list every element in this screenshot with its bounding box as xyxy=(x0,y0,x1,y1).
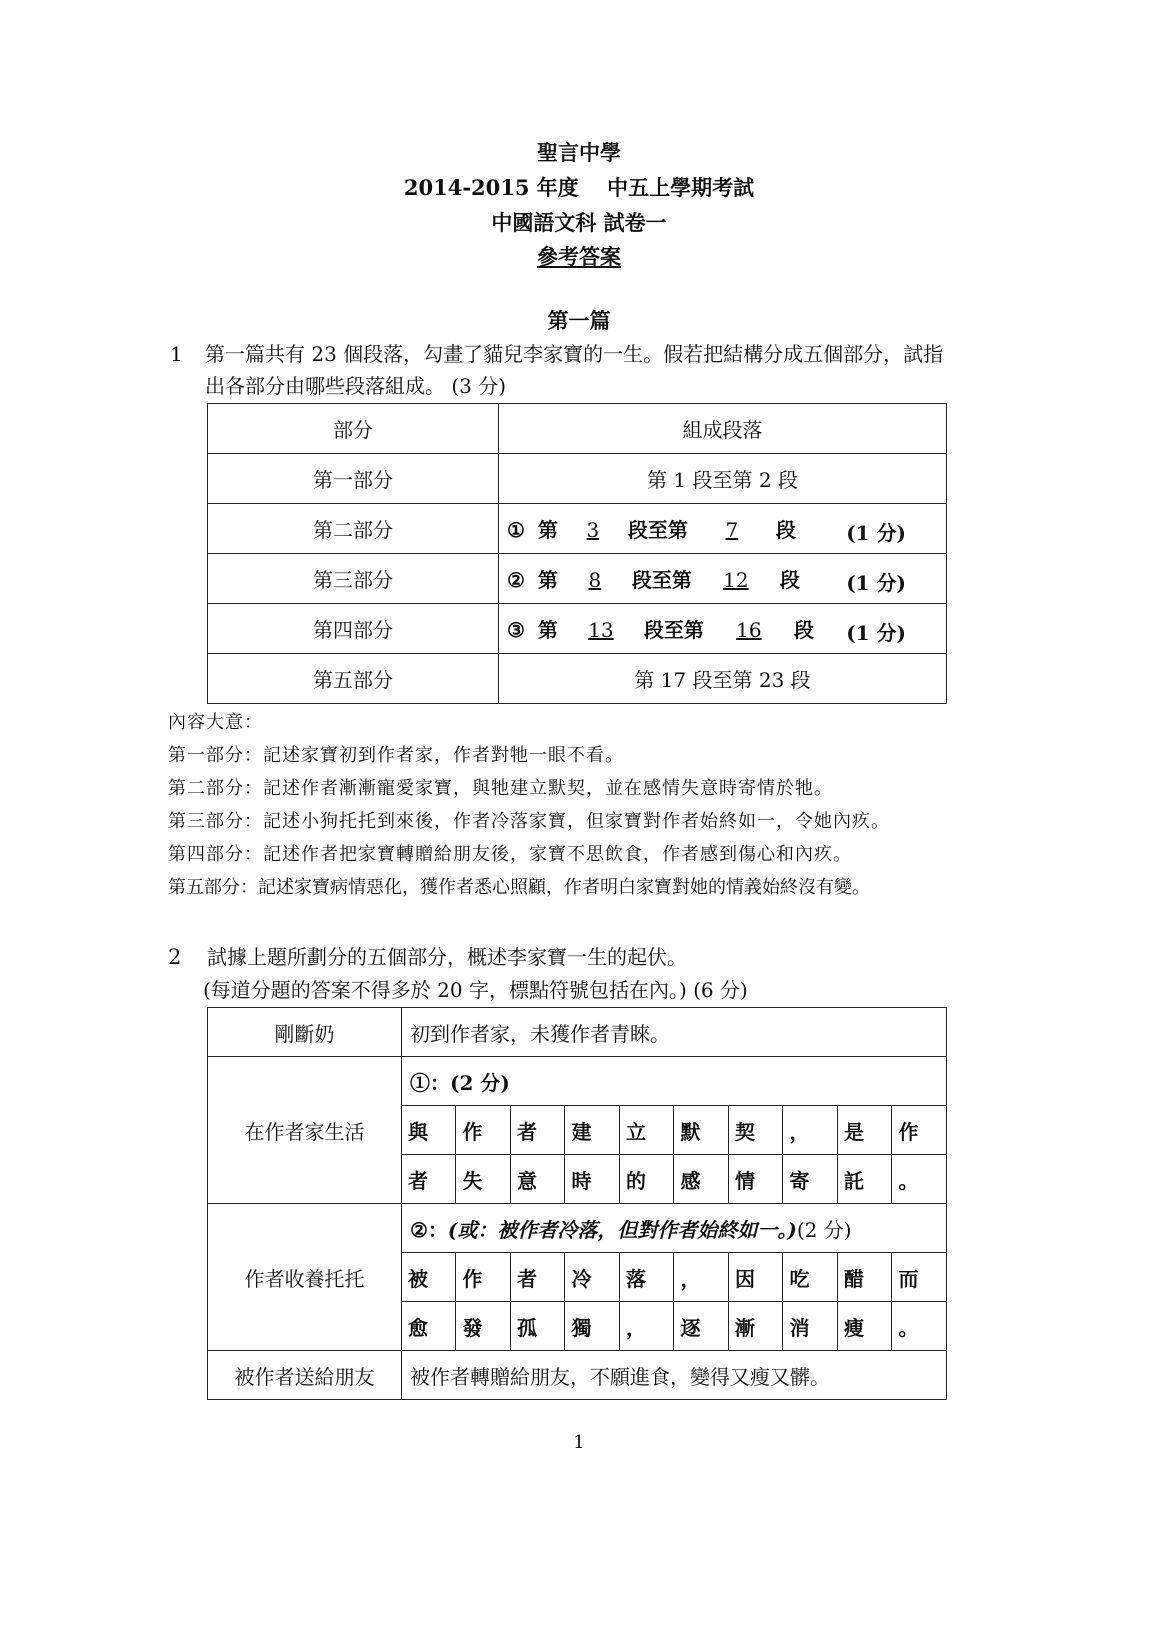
q1-row-answer: 第 1 段至第 2 段 xyxy=(499,454,947,504)
doc-type xyxy=(0,241,1158,271)
gist-block xyxy=(168,706,890,904)
grid-cell: 與 xyxy=(401,1106,456,1155)
answer-prefix: 第 xyxy=(537,568,558,592)
section-title: 第一篇 xyxy=(547,308,611,333)
q2-table xyxy=(207,1007,947,1400)
grid-cell: 因 xyxy=(728,1253,783,1302)
gist-line: 第二部分：記述作者漸漸寵愛家寶，與牠建立默契，並在感情失意時寄情於牠。 xyxy=(168,778,833,799)
page-number: 1 xyxy=(573,1432,585,1453)
q1-row-part: 第五部分 xyxy=(208,654,499,704)
answer-prefix: 第 xyxy=(537,618,558,642)
q2-text-line2: (每道分題的答案不得多於 20 字，標點符號包括在內。) (6 分) xyxy=(203,978,748,1002)
grid-cell: 情 xyxy=(728,1155,783,1204)
grid-cell: 者 xyxy=(510,1253,565,1302)
answer-to: 16 xyxy=(736,618,762,642)
subject: 中國語文科 試卷一 xyxy=(491,210,667,235)
q1-row-answer xyxy=(499,554,947,604)
school-name: 聖言中學 xyxy=(537,140,621,165)
answer-prefix: 第 xyxy=(537,518,558,542)
grid-cell: 愈 xyxy=(401,1302,456,1351)
grid-cell: 吃 xyxy=(783,1253,838,1302)
gist-line: 第五部分：記述家寶病情惡化，獲作者悉心照顧，作者明白家寶對她的情義始終沒有變。 xyxy=(168,877,870,898)
grid-cell: 託 xyxy=(837,1155,892,1204)
grid-cell: 意 xyxy=(510,1155,565,1204)
q2-row-answer: 被作者轉贈給朋友，不願進食，變得又瘦又髒。 xyxy=(401,1351,946,1400)
grid-cell: 作 xyxy=(456,1106,511,1155)
q2-subheading xyxy=(401,1057,946,1106)
q1-row-part: 第三部分 xyxy=(208,554,499,604)
gist-title: 內容大意： xyxy=(168,712,263,733)
q2-number: 2 xyxy=(168,945,182,969)
q2-row-label: 作者收養托托 xyxy=(208,1204,402,1351)
answer-from: 8 xyxy=(588,568,602,592)
answer-from: 13 xyxy=(588,618,614,642)
q1-row xyxy=(208,504,947,554)
q2-row xyxy=(208,1008,947,1057)
q1-row xyxy=(208,454,947,504)
q2-row xyxy=(208,1351,947,1400)
q2-row xyxy=(208,1204,947,1253)
grid-cell: 消 xyxy=(783,1302,838,1351)
grid-cell: 。 xyxy=(892,1302,947,1351)
grid-cell: 感 xyxy=(674,1155,729,1204)
grid-cell: 瘦 xyxy=(837,1302,892,1351)
grid-cell: 冷 xyxy=(565,1253,620,1302)
q2-row-answer: 初到作者家，未獲作者青睞。 xyxy=(401,1008,946,1057)
answer-mid: 段至第 xyxy=(627,518,688,542)
year-exam: 2014-2015 年度 中五上學期考試 xyxy=(403,175,755,200)
q1-row-answer: 第 17 段至第 23 段 xyxy=(499,654,947,704)
q1-row xyxy=(208,604,947,654)
grid-cell: 漸 xyxy=(728,1302,783,1351)
q1-row-part: 第二部分 xyxy=(208,504,499,554)
grid-cell: 者 xyxy=(510,1106,565,1155)
grid-cell: 。 xyxy=(892,1155,947,1204)
circled-1-icon: ① xyxy=(507,518,525,542)
grid-cell: ， xyxy=(674,1253,729,1302)
grid-cell: 獨 xyxy=(565,1302,620,1351)
grid-cell: 立 xyxy=(619,1106,674,1155)
grid-cell: 時 xyxy=(565,1155,620,1204)
q2-text-line1: 試據上題所劃分的五個部分，概述李家寶一生的起伏。 xyxy=(207,945,687,969)
q1-row-answer xyxy=(499,604,947,654)
q2-row-label: 被作者送給朋友 xyxy=(208,1351,402,1400)
points: (2 分) xyxy=(796,1217,852,1242)
grid-cell: 默 xyxy=(674,1106,729,1155)
q1-table xyxy=(207,403,947,704)
grid-cell: 的 xyxy=(619,1155,674,1204)
grid-cell: 逐 xyxy=(674,1302,729,1351)
q1-number: 1 xyxy=(170,342,183,366)
answer-mid: 段至第 xyxy=(631,568,692,592)
circled-2-icon: ② xyxy=(507,568,525,592)
alt-answer: (或：被作者冷落，但對作者始終如一。) xyxy=(447,1217,797,1242)
q1-table-header xyxy=(208,404,947,454)
grid-cell: 醋 xyxy=(837,1253,892,1302)
q2-subheading xyxy=(401,1204,946,1253)
grid-cell: 者 xyxy=(401,1155,456,1204)
points: (1 分) xyxy=(846,621,906,645)
grid-cell: 是 xyxy=(837,1106,892,1155)
grid-cell: 作 xyxy=(892,1106,947,1155)
points: (2 分) xyxy=(449,1070,510,1095)
grid-cell: 而 xyxy=(892,1253,947,1302)
answer-from: 3 xyxy=(586,518,600,542)
circled-2-icon: ②： xyxy=(409,1217,448,1242)
grid-cell: ， xyxy=(783,1106,838,1155)
answer-to: 12 xyxy=(723,568,749,592)
q1-header-paragraphs: 組成段落 xyxy=(499,404,947,454)
q1-row-answer xyxy=(499,504,947,554)
points: (1 分) xyxy=(846,571,906,595)
grid-cell: 發 xyxy=(456,1302,511,1351)
circled-1-icon: ①： xyxy=(409,1070,450,1095)
answer-suffix: 段 xyxy=(779,568,800,592)
answer-suffix: 段 xyxy=(793,618,814,642)
answer-suffix: 段 xyxy=(775,518,796,542)
gist-line: 第四部分：記述作者把家寶轉贈給朋友後，家寶不思飲食，作者感到傷心和內疚。 xyxy=(168,844,852,865)
grid-cell: 寄 xyxy=(783,1155,838,1204)
gist-line: 第一部分：記述家寶初到作者家，作者對牠一眼不看。 xyxy=(168,745,624,766)
q1-row-part: 第四部分 xyxy=(208,604,499,654)
grid-cell: 被 xyxy=(401,1253,456,1302)
doc-type-text: 參考答案 xyxy=(537,244,621,269)
grid-cell: ， xyxy=(619,1302,674,1351)
points: (1 分) xyxy=(846,521,906,545)
answer-to: 7 xyxy=(725,518,739,542)
q1-text-line1: 第一篇共有 23 個段落，勾畫了貓兒李家寶的一生。假若把結構分成五個部分，試指 xyxy=(205,342,944,366)
q2-row xyxy=(208,1057,947,1106)
grid-cell: 建 xyxy=(565,1106,620,1155)
grid-cell: 失 xyxy=(456,1155,511,1204)
q1-text-line2: 出各部分由哪些段落組成。 (3 分) xyxy=(205,374,507,398)
q1-row xyxy=(208,654,947,704)
q2-row-label: 在作者家生活 xyxy=(208,1057,402,1204)
grid-cell: 落 xyxy=(619,1253,674,1302)
grid-cell: 契 xyxy=(728,1106,783,1155)
q2-row-label: 剛斷奶 xyxy=(208,1008,402,1057)
q1-row xyxy=(208,554,947,604)
q1-header-part: 部分 xyxy=(208,404,499,454)
answer-mid: 段至第 xyxy=(643,618,704,642)
circled-3-icon: ③ xyxy=(507,618,525,642)
grid-cell: 孤 xyxy=(510,1302,565,1351)
grid-cell: 作 xyxy=(456,1253,511,1302)
q1-row-part: 第一部分 xyxy=(208,454,499,504)
gist-line: 第三部分：記述小狗托托到來後，作者冷落家寶，但家寶對作者始終如一，令她內疚。 xyxy=(168,811,890,832)
